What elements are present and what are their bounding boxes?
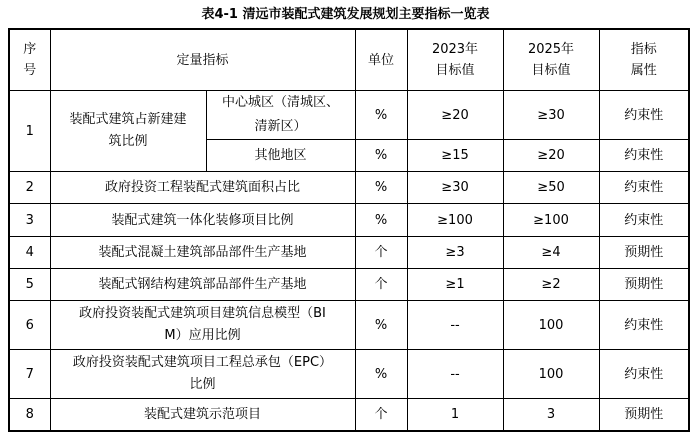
row-attribute-cell: 预期性 bbox=[599, 237, 689, 269]
row-target-2023-cell: -- bbox=[407, 350, 503, 399]
row-target-2025-cell: 3 bbox=[503, 399, 599, 432]
row-unit-cell: % bbox=[355, 172, 407, 204]
row-attribute-cell: 预期性 bbox=[599, 269, 689, 301]
row-target-2023-cell: ≥20 bbox=[407, 91, 503, 140]
row-no-cell: 2 bbox=[9, 172, 50, 204]
row-target-2025-cell: ≥30 bbox=[503, 91, 599, 140]
row-unit-cell: % bbox=[355, 301, 407, 350]
row-target-2023-cell: ≥3 bbox=[407, 237, 503, 269]
row-unit-cell: 个 bbox=[355, 399, 407, 432]
row-target-2023-cell: ≥100 bbox=[407, 204, 503, 237]
row-no-cell: 4 bbox=[9, 237, 50, 269]
table-row bbox=[9, 350, 689, 399]
row-attribute-cell: 约束性 bbox=[599, 204, 689, 237]
row-target-2023-cell: 1 bbox=[407, 399, 503, 432]
row-indicator-cell: 装配式建筑占新建建筑比例 bbox=[50, 91, 206, 172]
header-target-2025: 2025年 目标值 bbox=[503, 29, 599, 91]
table-row bbox=[9, 269, 689, 301]
row-indicator-cell: 政府投资装配式建筑项目工程总承包（EPC）比例 bbox=[50, 350, 355, 399]
row-indicator-cell: 政府投资装配式建筑项目建筑信息模型（BIM）应用比例 bbox=[50, 301, 355, 350]
row-unit-cell: % bbox=[355, 350, 407, 399]
row-no-cell: 5 bbox=[9, 269, 50, 301]
header-unit: 单位 bbox=[355, 29, 407, 91]
header-no: 序 号 bbox=[9, 29, 50, 91]
table-title: 表4-1 清远市装配式建筑发展规划主要指标一览表 bbox=[201, 7, 490, 22]
table-row bbox=[9, 172, 689, 204]
row-unit-cell: % bbox=[355, 140, 407, 172]
row-attribute-cell: 约束性 bbox=[599, 301, 689, 350]
row-target-2025-cell: ≥100 bbox=[503, 204, 599, 237]
row-target-2025-cell: ≥50 bbox=[503, 172, 599, 204]
row-target-2025-cell: ≥2 bbox=[503, 269, 599, 301]
row-indicator-cell: 政府投资工程装配式建筑面积占比 bbox=[50, 172, 355, 204]
row-no-cell: 1 bbox=[9, 91, 50, 172]
header-target-2023: 2023年 目标值 bbox=[407, 29, 503, 91]
row-indicator-cell: 装配式混凝土建筑部品部件生产基地 bbox=[50, 237, 355, 269]
row-attribute-cell: 约束性 bbox=[599, 140, 689, 172]
row-unit-cell: % bbox=[355, 204, 407, 237]
row-attribute-cell: 约束性 bbox=[599, 350, 689, 399]
row-unit-cell: 个 bbox=[355, 237, 407, 269]
row-target-2023-cell: -- bbox=[407, 301, 503, 350]
row-attribute-cell: 约束性 bbox=[599, 91, 689, 140]
row-attribute-cell: 约束性 bbox=[599, 172, 689, 204]
row-unit-cell: % bbox=[355, 91, 407, 140]
row-region-cell: 其他地区 bbox=[206, 140, 355, 172]
row-target-2025-cell: 100 bbox=[503, 301, 599, 350]
row-target-2023-cell: ≥30 bbox=[407, 172, 503, 204]
row-region-cell: 中心城区（清城区、清新区） bbox=[206, 91, 355, 140]
row-target-2025-cell: ≥20 bbox=[503, 140, 599, 172]
row-target-2025-cell: ≥4 bbox=[503, 237, 599, 269]
indicator-table bbox=[8, 28, 690, 432]
table-row bbox=[9, 91, 689, 140]
table-row bbox=[9, 399, 689, 432]
header-attribute: 指标 属性 bbox=[599, 29, 689, 91]
header-row bbox=[9, 29, 689, 91]
row-indicator-cell: 装配式建筑一体化装修项目比例 bbox=[50, 204, 355, 237]
row-target-2023-cell: ≥15 bbox=[407, 140, 503, 172]
row-unit-cell: 个 bbox=[355, 269, 407, 301]
row-no-cell: 6 bbox=[9, 301, 50, 350]
table-row bbox=[9, 237, 689, 269]
row-indicator-cell: 装配式建筑示范项目 bbox=[50, 399, 355, 432]
row-target-2025-cell: 100 bbox=[503, 350, 599, 399]
header-indicator: 定量指标 bbox=[50, 29, 355, 91]
table-row bbox=[9, 204, 689, 237]
row-target-2023-cell: ≥1 bbox=[407, 269, 503, 301]
row-attribute-cell: 预期性 bbox=[599, 399, 689, 432]
row-indicator-cell: 装配式钢结构建筑部品部件生产基地 bbox=[50, 269, 355, 301]
row-no-cell: 3 bbox=[9, 204, 50, 237]
row-no-cell: 8 bbox=[9, 399, 50, 432]
table-row bbox=[9, 301, 689, 350]
row-no-cell: 7 bbox=[9, 350, 50, 399]
